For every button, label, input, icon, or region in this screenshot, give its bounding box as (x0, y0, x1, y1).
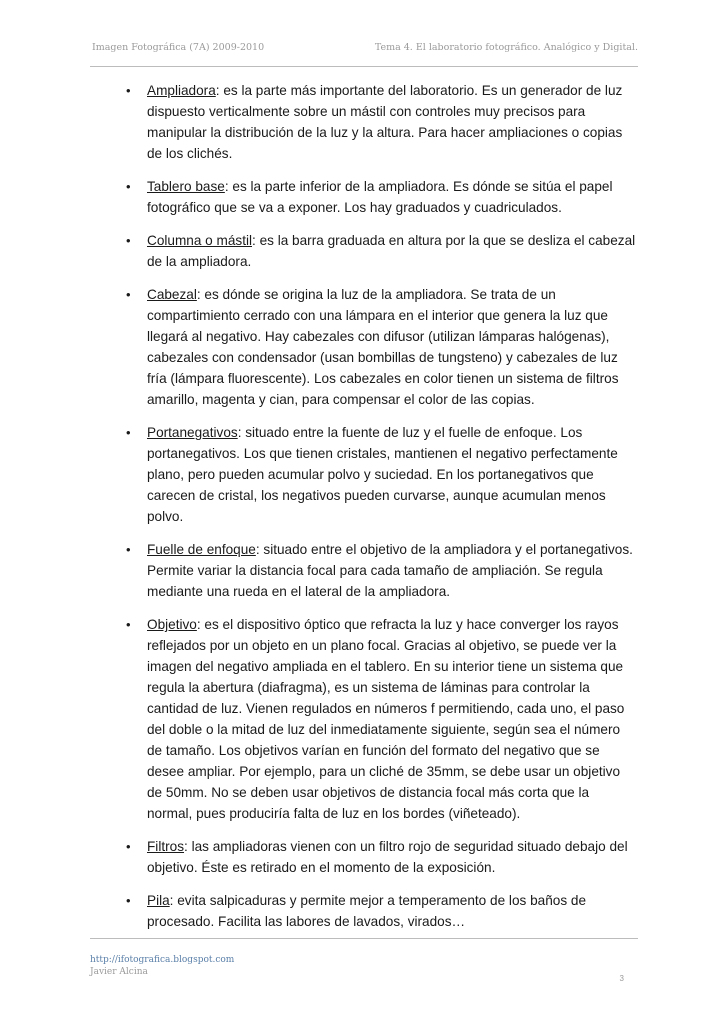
term-label: Filtros (147, 839, 185, 854)
list-item (90, 890, 638, 932)
term-label: Pila (147, 893, 170, 908)
term-definition: : evita salpicaduras y permite mejor a temperamento de los baños de procesado. Facilita las labores de lavados, virados… (147, 893, 587, 929)
header-course-title: Imagen Fotográfica (7A) 2009-2010 (92, 42, 265, 53)
term-definition: : situado entre el objetivo de la ampliadora y el portanegativos. Permite variar la distancia focal para cada tamaño de ampliación. Se regula mediante una rueda en el lateral de la ampliadora. (147, 542, 633, 599)
term-label: Fuelle de enfoque (147, 542, 256, 557)
bullet-icon: • (126, 287, 131, 302)
bullet-icon: • (126, 179, 131, 194)
term-label: Cabezal (147, 287, 197, 302)
list-item (90, 614, 638, 824)
term-definition: : es la parte más importante del laboratorio. Es un generador de luz dispuesto verticalmente sobre un mástil con controles muy precisos para manipular la distribución de la luz y la altura. Para hacer ampliaciones o copias de los clichés. (147, 83, 623, 161)
term-label: Portanegativos (147, 425, 238, 440)
document-body (90, 80, 638, 944)
term-definition: : situado entre la fuente de luz y el fuelle de enfoque. Los portanegativos. Los que tienen cristales, mantienen el negativo perfectamente plano, pero pueden acumular polvo y suciedad. En los portanegativos que carecen de cristal, los negativos pueden curvarse, aunque acumulan menos polvo. (147, 425, 618, 524)
term-definition: : es la parte inferior de la ampliadora. Es dónde se sitúa el papel fotográfico que se va a exponer. Los hay graduados y cuadriculados. (147, 179, 613, 215)
term-label: Columna o mástil (147, 233, 253, 248)
bullet-icon: • (126, 542, 131, 557)
footer-author: Javier Alcina (90, 967, 148, 977)
term-label: Objetivo (147, 617, 197, 632)
bullet-icon: • (126, 839, 131, 854)
list-item (90, 836, 638, 878)
list-item (90, 422, 638, 527)
list-item (90, 284, 638, 410)
term-label: Ampliadora (147, 83, 216, 98)
header-chapter-title: Tema 4. El laboratorio fotográfico. Analógico y Digital. (374, 42, 638, 53)
term-definition: : es la barra graduada en altura por la que se desliza el cabezal de la ampliadora. (147, 233, 636, 269)
term-definition: : es dónde se origina la luz de la ampliadora. Se trata de un compartimiento cerrado con una lámpara en el interior que genera la luz que llegará al negativo. Hay cabezales con difusor (utilizan lámparas halógenas), cabezales con condensador (usan bombillas de tungsteno) y cabezales de luz fría (lámpara fluorescente). Los cabezales en color tienen un sistema de filtros amarillo, magenta y cian, para compensar el color de las copias. (147, 287, 619, 407)
bullet-icon: • (126, 425, 131, 440)
bullet-icon: • (126, 233, 131, 248)
bullet-icon: • (126, 617, 131, 632)
list-item (90, 80, 638, 164)
definition-list (90, 80, 638, 932)
term-definition: : las ampliadoras vienen con un filtro rojo de seguridad situado debajo del objetivo. Éste es retirado en el momento de la exposición. (147, 839, 628, 875)
list-item (90, 230, 638, 272)
footer-blog-link[interactable]: http://ifotografica.blogspot.com (90, 955, 235, 965)
term-label: Tablero base (147, 179, 225, 194)
footer-divider (90, 938, 638, 939)
list-item (90, 539, 638, 602)
page-number: 3 (619, 974, 624, 983)
page-footer (90, 954, 234, 978)
bullet-icon: • (126, 893, 131, 908)
header-divider (90, 66, 638, 67)
list-item (90, 176, 638, 218)
page-header (90, 42, 638, 62)
term-definition: : es el dispositivo óptico que refracta la luz y hace converger los rayos reflejados por un objeto en un plano focal. Gracias al objetivo, se puede ver la imagen del negativo ampliada en el tablero. En su interior tiene un sistema que regula la abertura (diafragma), es un sistema de láminas para controlar la cantidad de luz. Vienen regulados en números f permitiendo, cada uno, el paso del doble o la mitad de luz del inmediatamente siguiente, según sea el número de tamaño. Los objetivos varían en función del formato del negativo que se desee ampliar. Por ejemplo, para un cliché de 35mm, se debe usar un objetivo de 50mm. No se deben usar objetivos de distancia focal más corta que la normal, pues produciría falta de luz en los bordes (viñeteado). (147, 617, 625, 821)
bullet-icon: • (126, 83, 131, 98)
